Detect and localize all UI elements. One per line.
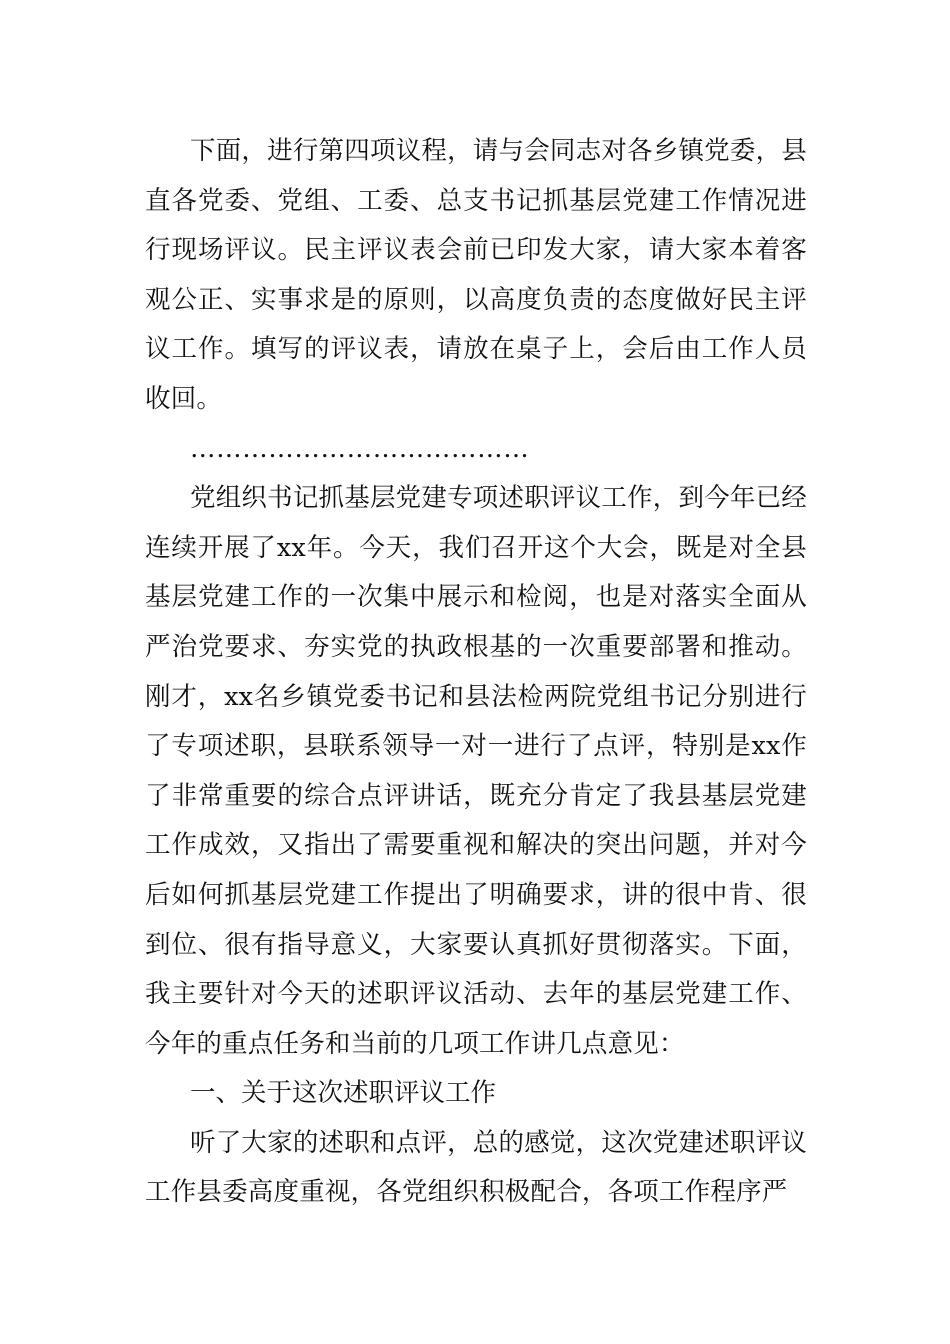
paragraph-impression: 听了大家的述职和点评，总的感觉，这次党建述职评议工作县委高度重视，各党组织积极配合，各项工作程序严 (145, 1127, 807, 1208)
section-heading-1: 一、关于这次述职评议工作 (190, 1078, 497, 1109)
document-page (145, 127, 807, 1218)
ellipsis-separator: ………………………………… (190, 433, 530, 464)
paragraph-agenda: 下面，进行第四项议程，请与会同志对各乡镇党委，县直各党委、党组、工委、总支书记抓基层党建工作情况进行现场评议。民主评议表会前已印发大家，请大家本着客观公正、实事求是的原则，以高度负责的态度做好民主评议工作。填写的评议表，请放在桌子上，会后由工作人员收回。 (145, 136, 807, 414)
paragraph-review: 党组织书记抓基层党建专项述职评议工作，到今年已经连续开展了xx年。今天，我们召开这个大会，既是对全县基层党建工作的一次集中展示和检阅，也是对落实全面从严治党要求、夯实党的执政根基的一次重要部署和推动。刚才，xx名乡镇党委书记和县法检两院党组书记分别进行了专项述职，县联系领导一对一进行了点评，特别是xx作了非常重要的综合点评讲话，既充分肯定了我县基层党建工作成效，又指出了需要重视和解决的突出问题，并对今后如何抓基层党建工作提出了明确要求，讲的很中肯、很到位、很有指导意义，大家要认真抓好贯彻落实。下面，我主要针对今天的述职评议活动、去年的基层党建工作、今年的重点任务和当前的几项工作讲几点意见： (145, 483, 807, 1059)
